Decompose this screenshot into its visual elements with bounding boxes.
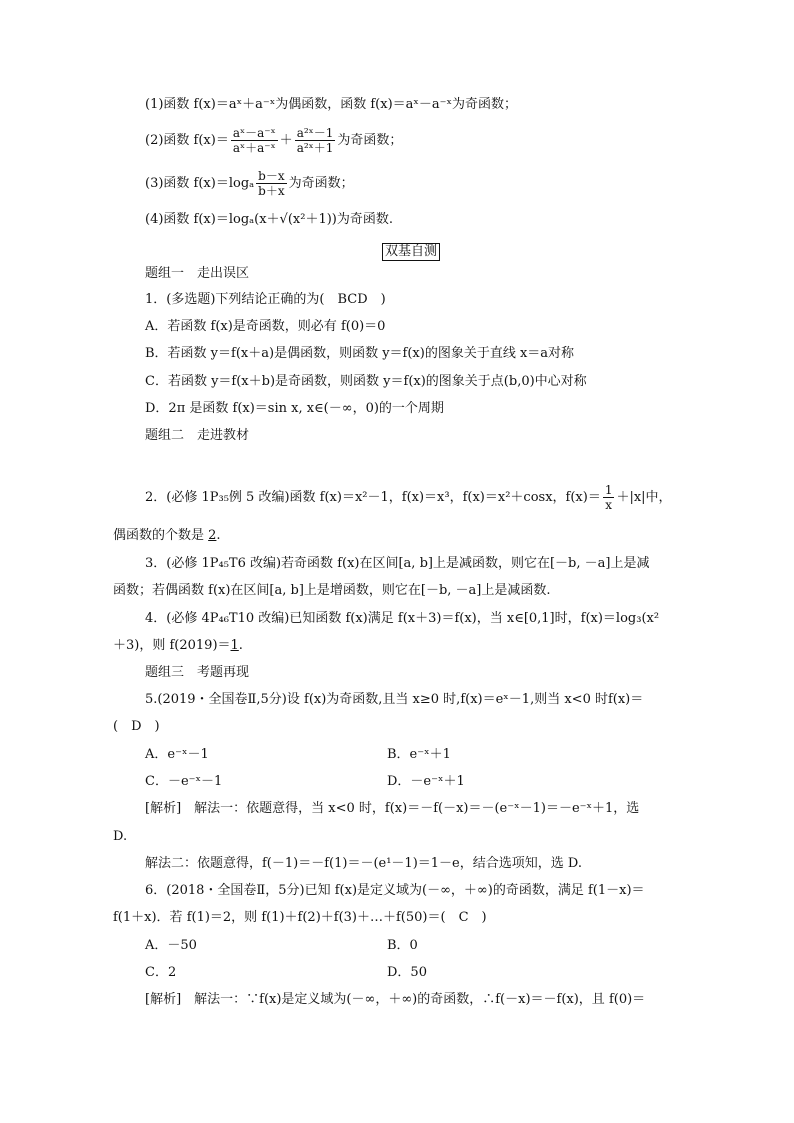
question-6-option-b: B．0 [387,938,418,953]
property-2-fraction-1 [231,127,278,154]
fraction-denominator: a²ˣ＋1 [296,141,334,155]
question-6-option-d: D．50 [387,965,427,980]
property-3-fraction [256,170,286,197]
period: . [216,528,221,543]
question-5-option-a: A．e⁻ˣ－1 [145,747,209,762]
plus-sign: ＋ [279,133,293,148]
question-3-line-1: 3．(必修 1P₄₅T6 改编)若奇函数 f(x)在区间[a, b]上是减函数，则它在[－b, －a]上是减 [145,556,650,571]
property-1: (1)函数 f(x)＝aˣ＋a⁻ˣ为偶函数，函数 f(x)＝aˣ－a⁻ˣ为奇函数； [145,97,518,112]
question-1-option-c: C．若函数 y＝f(x＋b)是奇函数，则函数 y＝f(x)的图象关于点(b,0)中心对称 [145,374,587,389]
question-2-text: 2．(必修 1P₃₅例 5 改编)函数 f(x)＝x²－1，f(x)＝x³，f(x)＝x²＋cosx，f(x)＝ [145,490,601,505]
question-6-option-c: C．2 [145,965,177,980]
question-4-answer: 1 [230,638,239,653]
question-5-solution-1-line-1: [解析] 解法一：依题意得，当 x<0 时，f(x)＝－f(－x)＝－(e⁻ˣ－1)＝－e⁻ˣ＋1，选 [145,801,640,816]
question-2-text-end: ＋|x|中， [616,490,672,505]
group-2-title: 题组二 走进教材 [145,428,250,443]
question-6-line-2: f(1＋x)．若 f(1)＝2，则 f(1)＋f(2)＋f(3)＋…＋f(50)＝( C ) [113,910,487,925]
question-5-option-b: B．e⁻ˣ＋1 [387,747,451,762]
question-4-line-1: 4．(必修 4P₄₆T10 改编)已知函数 f(x)满足 f(x＋3)＝f(x)，当 x∈[0,1]时，f(x)＝log₃(x² [145,611,660,626]
question-1: 1．(多选题)下列结论正确的为( BCD ) [145,292,386,307]
fraction-numerator: b－x [258,169,285,183]
property-3 [145,166,354,202]
question-3-line-2: 函数；若偶函数 f(x)在区间[a, b]上是增函数，则它在[－b, －a]上是减函数. [113,583,551,598]
group-1-title: 题组一 走出误区 [145,266,250,281]
question-2-line-1 [145,480,672,516]
period: . [238,638,243,653]
question-5-solution-2: 解法二：依题意得，f(－1)＝－f(1)＝－(e¹－1)＝1－e，结合选项知，选 D. [145,856,582,871]
property-4: (4)函数 f(x)＝logₐ(x＋√(x²＋1))为奇函数. [145,212,394,227]
question-4-line-2 [113,637,243,655]
fraction-denominator: b＋x [258,184,285,198]
group-3-title: 题组三 考题再现 [145,665,250,680]
question-1-option-b: B．若函数 y＝f(x＋a)是偶函数，则函数 y＝f(x)的图象关于直线 x＝a对称 [145,346,575,361]
fraction-numerator: aˣ－a⁻ˣ [232,126,276,140]
question-2-line-2 [113,527,221,545]
fraction-denominator: aˣ＋a⁻ˣ [232,141,276,155]
question-6-line-1: 6．(2018・全国卷Ⅱ，5分)已知 f(x)是定义域为(－∞，＋∞)的奇函数，满足 f(1－x)＝ [145,883,645,898]
question-6-solution-line-1: [解析] 解法一：∵f(x)是定义域为(－∞，＋∞)的奇函数，∴f(－x)＝－f(x)，且 f(0)＝ [145,992,646,1007]
question-5-option-c: C．－e⁻ˣ－1 [145,774,223,789]
fraction-numerator: 1 [604,483,613,497]
question-5-option-d: D．－e⁻ˣ＋1 [387,774,465,789]
property-2 [145,123,402,159]
question-2-fraction [603,484,615,511]
property-3-suffix: 为奇函数； [288,176,354,191]
question-1-option-a: A．若函数 f(x)是奇函数，则必有 f(0)＝0 [145,319,386,334]
question-1-option-d: D．2π 是函数 f(x)＝sin x, x∈(－∞，0)的一个周期 [145,401,444,416]
question-2-line-2-text: 偶函数的个数是 [113,528,209,543]
fraction-denominator: x [605,498,613,512]
question-2-answer: 2 [208,528,217,543]
question-5-line-1: 5.(2019・全国卷Ⅱ,5分)设 f(x)为奇函数,且当 x≥0 时,f(x)＝eˣ－1,则当 x<0 时f(x)＝ [145,692,644,707]
property-2-suffix: 为奇函数； [337,133,403,148]
fraction-numerator: a²ˣ－1 [296,126,334,140]
property-3-prefix: (3)函数 f(x)＝logₐ [145,176,255,191]
question-4-line-2-text: ＋3)，则 f(2019)＝ [113,638,231,653]
section-title: 双基自测 [382,243,440,261]
question-5-solution-1-line-2: D. [113,829,128,844]
property-2-prefix: (2)函数 f(x)＝ [145,133,229,148]
question-5-line-2: ( D ) [113,719,160,734]
question-6-option-a: A．－50 [145,938,197,953]
property-2-fraction-2 [295,127,336,154]
